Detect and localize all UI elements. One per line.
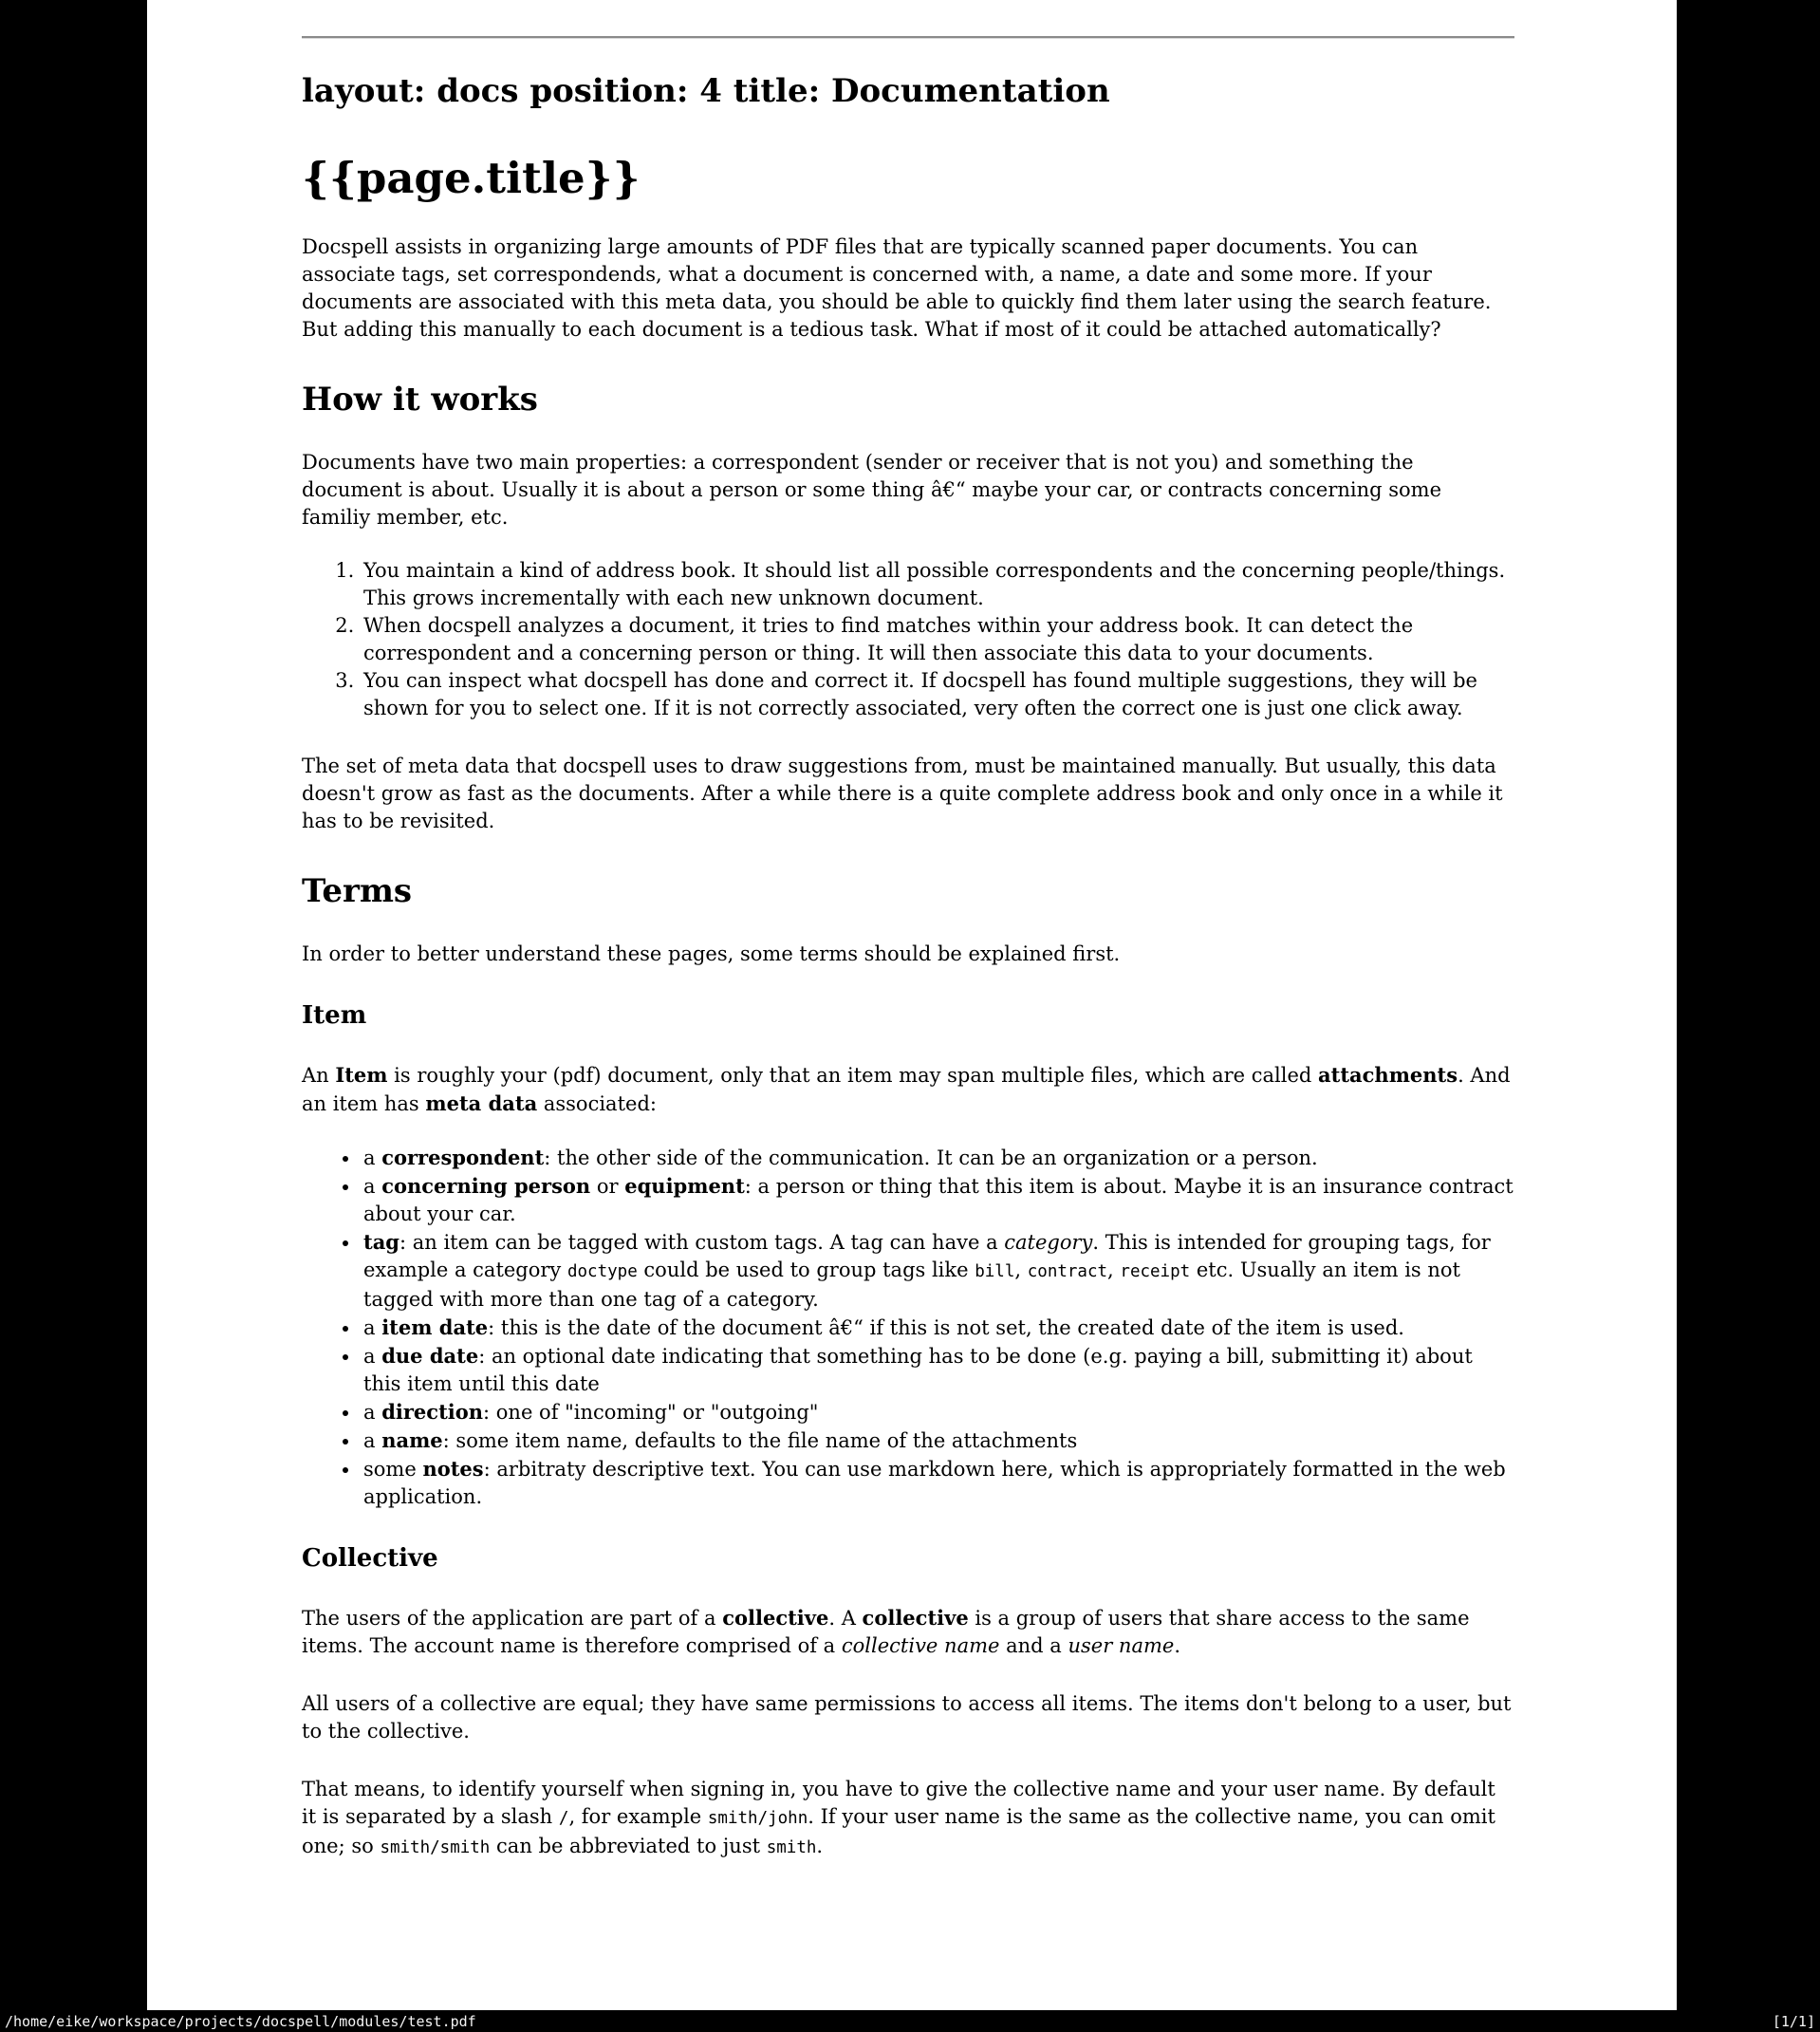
meta-bullet-direction: • a direction: one of "incoming" or "outgoing" — [361, 1398, 1514, 1426]
meta-bullet-notes: • some notes: arbitraty descriptive text. You can use markdown here, which is appropriately formatted in the web application. — [361, 1455, 1514, 1511]
meta-bullet-due-date: • a due date: an optional date indicating that something has to be done (e.g. paying a bill, submitting it) about this item until this date — [361, 1342, 1514, 1398]
statusbar-page-indicator: [1/1] — [1772, 2012, 1815, 2030]
front-matter-rule — [302, 36, 1514, 39]
meta-bullet-correspondent: • a correspondent: the other side of the communication. It can be an organization or a person. — [361, 1144, 1514, 1172]
meta-bullet-name: • a name: some item name, defaults to the file name of the attachments — [361, 1426, 1514, 1455]
step-item: 1. You maintain a kind of address book. It should list all possible correspondents and the concerning people/things. This grows incrementally with each new unknown document. — [361, 557, 1514, 612]
statusbar — [0, 2010, 1820, 2032]
step-item: 2. When docspell analyzes a document, it tries to find matches within your address book. It can detect the correspondent and a concerning person or thing. It will then associate this data to your documents. — [361, 612, 1514, 667]
page-title: {{page.title}} — [302, 153, 641, 204]
intro-paragraph: Docspell assists in organizing large amounts of PDF files that are typically scanned paper documents. You can associate tags, set correspondends, what a document is concerned with, a name, a date and some more. If your documents are associated with this meta data, you should be able to quickly find them later using the search feature. But adding this manually to each document is a tedious task. What if most of it could be attached automatically? — [302, 234, 1492, 341]
how-it-works-heading: How it works — [302, 380, 538, 419]
collective-paragraph-3: That means, to identify yourself when signing in, you have to give the collective name and your user name. By default it is separated by a slash /, for example smith/john. If your user name is the same as the collective name, you can omit one; so smith/smith can be abbreviated to just smith. — [302, 1777, 1495, 1857]
how-it-works-outro: The set of meta data that docspell uses to draw suggestions from, must be maintained manually. But usually, this data doesn't grow as fast as the documents. After a while there is a quite complete address book and only once in a while it has to be revisited. — [302, 754, 1503, 832]
terms-heading: Terms — [302, 871, 413, 910]
front-matter-heading: layout: docs position: 4 title: Documentation — [302, 72, 1110, 110]
item-meta-list — [302, 1144, 1514, 1511]
collective-paragraph-1: The users of the application are part of a collective. A collective is a group of users that share access to the same items. The account name is therefore comprised of a collective name and a user name. — [302, 1605, 1470, 1657]
meta-bullet-concerning: • a concerning person or equipment: a person or thing that this item is about. Maybe it is an insurance contract about your car. — [361, 1172, 1514, 1228]
item-heading: Item — [302, 1001, 367, 1031]
collective-heading: Collective — [302, 1543, 438, 1573]
collective-paragraph-2: All users of a collective are equal; they have same permissions to access all items. The items don't belong to a user, but to the collective. — [302, 1691, 1512, 1743]
meta-bullet-item-date: • a item date: this is the date of the document â€“ if this is not set, the created date of the item is used. — [361, 1314, 1514, 1342]
how-it-works-steps — [302, 557, 1514, 722]
statusbar-file-path: /home/eike/workspace/projects/docspell/modules/test.pdf — [5, 2012, 476, 2030]
terms-intro: In order to better understand these pages, some terms should be explained first. — [302, 942, 1121, 966]
step-item: 3. You can inspect what docspell has done and correct it. If docspell has found multiple suggestions, they will be shown for you to select one. If it is not correctly associated, very often the correct one is just one click away. — [361, 667, 1514, 722]
item-intro: An Item is roughly your (pdf) document, only that an item may span multiple files, which are called attachments. And an item has meta data associated: — [302, 1062, 1511, 1115]
how-it-works-intro: Documents have two main properties: a correspondent (sender or receiver that is not you) and something the document is about. Usually it is about a person or some thing â€“ maybe your car, or contracts concerning some familiy member, etc. — [302, 450, 1441, 529]
pdf-page — [147, 0, 1677, 2010]
meta-bullet-tag: • tag: an item can be tagged with custom tags. A tag can have a category. This is intended for grouping tags, for example a category doctype could be used to group tags like bill, contract, receipt etc. Usually an item is not tagged with more than one tag of a category. — [361, 1228, 1514, 1314]
